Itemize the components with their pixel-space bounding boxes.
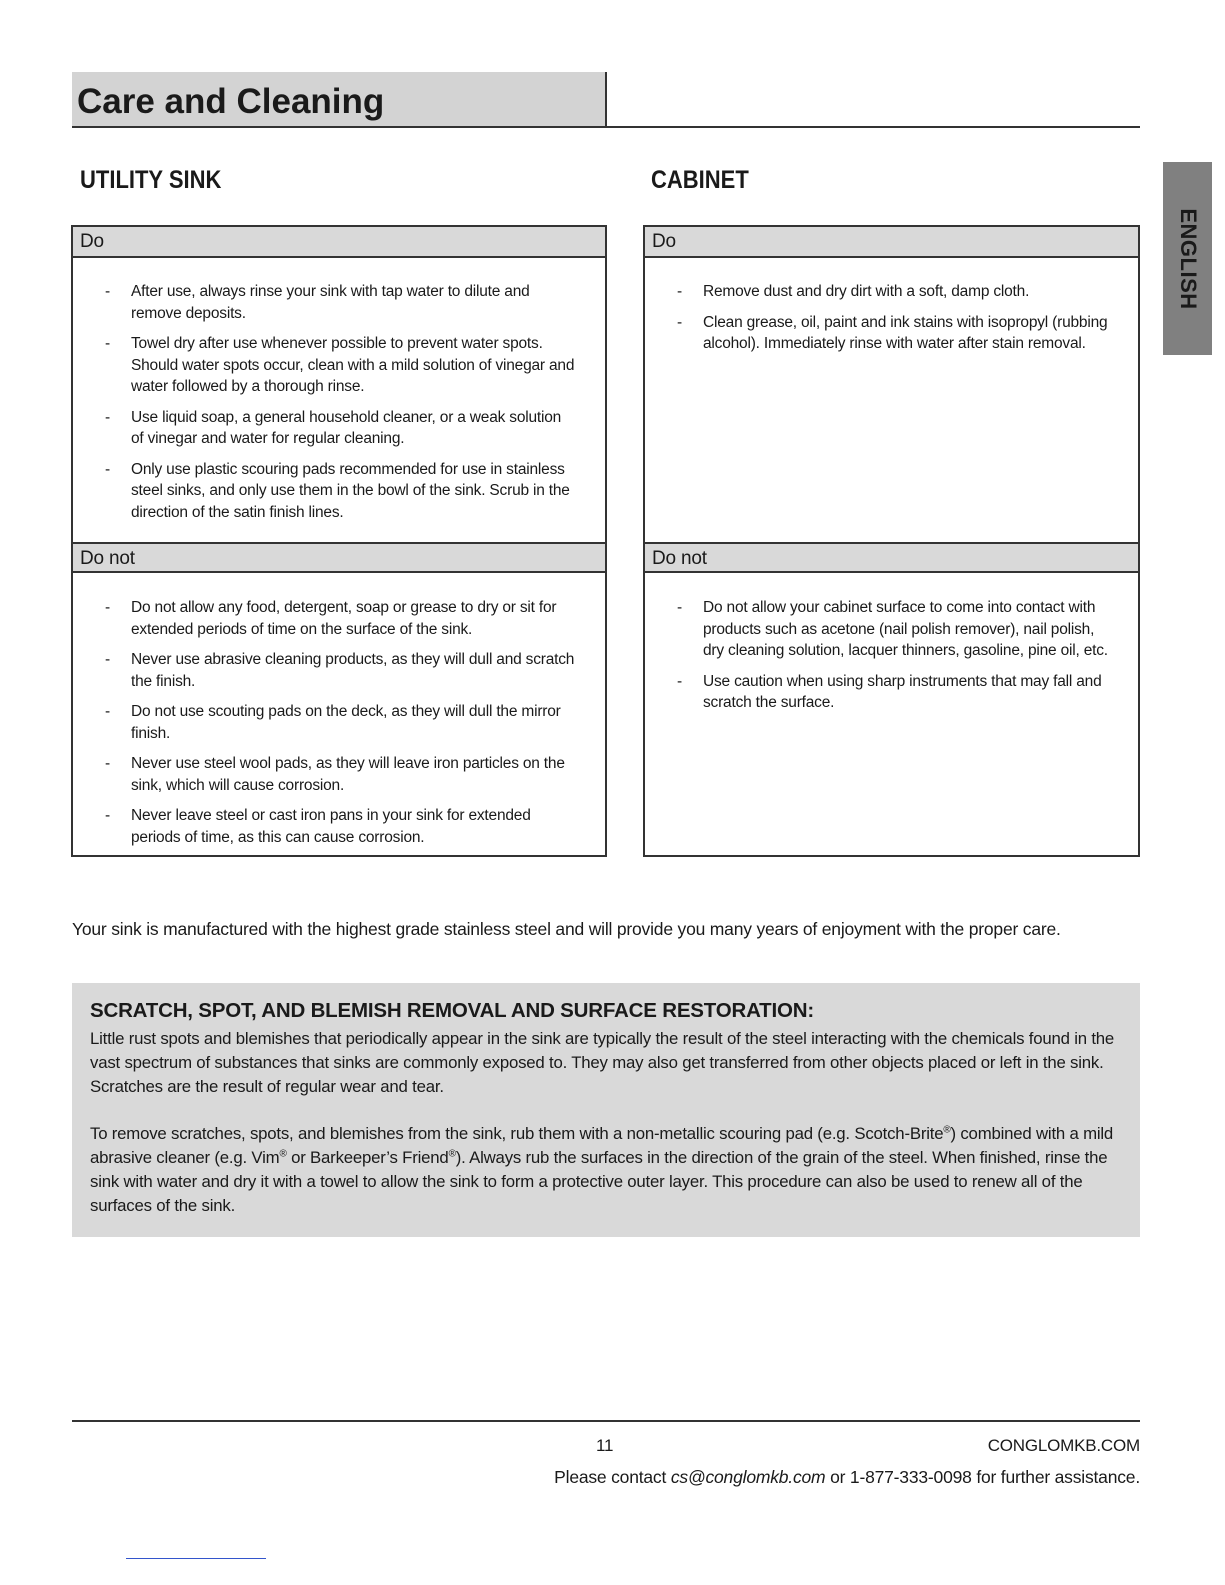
list-item: - Towel dry after use whenever possible to prevent water spots. Should water spots occur, clean with a mild solution of vinegar and water followed by a thorough rinse. xyxy=(105,335,575,395)
restoration-paragraph: Little rust spots and blemishes that periodically appear in the sink are typically the result of the steel interacting with the chemicals found in the vast spectrum of substances that sinks are commonly exposed to. They may also get transferred from other objects placed or left in the sink. Scratches are the result of regular wear and tear. xyxy=(90,1029,1115,1096)
page-number: 11 xyxy=(596,1436,614,1455)
contact-email-link[interactable]: cs@conglomkb.com xyxy=(670,1467,826,1487)
utility-sink-table xyxy=(71,225,607,857)
do-not-label: Do not xyxy=(652,548,707,569)
utility-sink-heading: UTILITY SINK xyxy=(80,166,222,194)
do-not-list xyxy=(73,597,605,857)
footer-rule xyxy=(72,1420,1140,1422)
list-item: - Never leave steel or cast iron pans in your sink for extended periods of time, as this can cause corrosion. xyxy=(105,807,531,846)
title-rule xyxy=(72,126,1140,128)
do-list xyxy=(73,281,605,532)
list-item: - Do not use scouting pads on the deck, as they will dull the mirror finish. xyxy=(105,703,561,742)
restoration-instructions: To remove scratches, spots, and blemishes from the sink, rub them with a non-metallic scouring pad (e.g. Scotch-Brite®) combined with a mild abrasive cleaner (e.g. Vim® or Barkeeper’s Friend®). Always rub the surfaces in the direction of the grain of the steel. When finished, rinse the sink with water and dry it with a towel to allow the sink to form a protective outer layer. This procedure can also be used to renew all of the surfaces of the sink. xyxy=(90,1124,1114,1215)
intro-text: Your sink is manufactured with the highest grade stainless steel and will provide you many years of enjoyment with the proper care. xyxy=(72,919,1061,939)
website-link[interactable]: CONGLOMKB.COM xyxy=(987,1436,1140,1455)
do-not-band xyxy=(645,542,1138,573)
contact-line: Please contact cs@conglomkb.com or 1-877-333-0098 for further assistance. xyxy=(554,1467,1140,1487)
cabinet-heading: CABINET xyxy=(651,166,749,194)
registered-mark: ® xyxy=(279,1148,287,1160)
list-item: - Use caution when using sharp instruments that may fall and scratch the surface. xyxy=(677,672,1102,711)
list-item: - Never use abrasive cleaning products, as they will dull and scratch the finish. xyxy=(105,651,575,690)
list-item: - Clean grease, oil, paint and ink stains with isopropyl (rubbing alcohol). Immediately rinse with water after stain removal. xyxy=(677,313,1108,352)
list-item: - Do not allow your cabinet surface to come into contact with products such as acetone (nail polish remover), nail polish, dry cleaning solution, lacquer thinners, gasoline, pine oil, etc. xyxy=(677,599,1108,659)
do-not-band xyxy=(73,542,605,573)
list-item: - Use liquid soap, a general household cleaner, or a weak solution of vinegar and water for regular cleaning. xyxy=(105,408,562,447)
list-item: - Remove dust and dry dirt with a soft, damp cloth. xyxy=(677,283,1030,300)
list-item: - Do not allow any food, detergent, soap or grease to dry or sit for extended periods of time on the surface of the sink. xyxy=(105,599,557,638)
cabinet-table xyxy=(643,225,1140,857)
do-label: Do xyxy=(652,231,676,252)
registered-mark: ® xyxy=(448,1148,456,1160)
do-not-list xyxy=(645,597,1138,723)
do-band xyxy=(73,227,605,258)
title-bar xyxy=(72,72,607,127)
list-item: - After use, always rinse your sink with tap water to dilute and remove deposits. xyxy=(105,283,530,322)
link-underline xyxy=(126,1558,266,1559)
restoration-heading: SCRATCH, SPOT, AND BLEMISH REMOVAL AND SURFACE RESTORATION: xyxy=(90,999,814,1022)
language-tab xyxy=(1163,162,1212,355)
language-tab-label: ENGLISH xyxy=(1175,207,1201,310)
list-item: - Never use steel wool pads, as they will leave iron particles on the sink, which will cause corrosion. xyxy=(105,755,565,794)
do-list xyxy=(645,281,1138,364)
page-title: Care and Cleaning xyxy=(77,82,385,121)
do-band xyxy=(645,227,1138,258)
do-not-label: Do not xyxy=(80,548,135,569)
restoration-box xyxy=(72,983,1140,1237)
registered-mark: ® xyxy=(943,1124,951,1136)
do-label: Do xyxy=(80,231,104,252)
list-item: - Only use plastic scouring pads recommended for use in stainless steel sinks, and only use them in the bowl of the sink. Scrub in the direction of the satin finish lines. xyxy=(105,460,570,521)
